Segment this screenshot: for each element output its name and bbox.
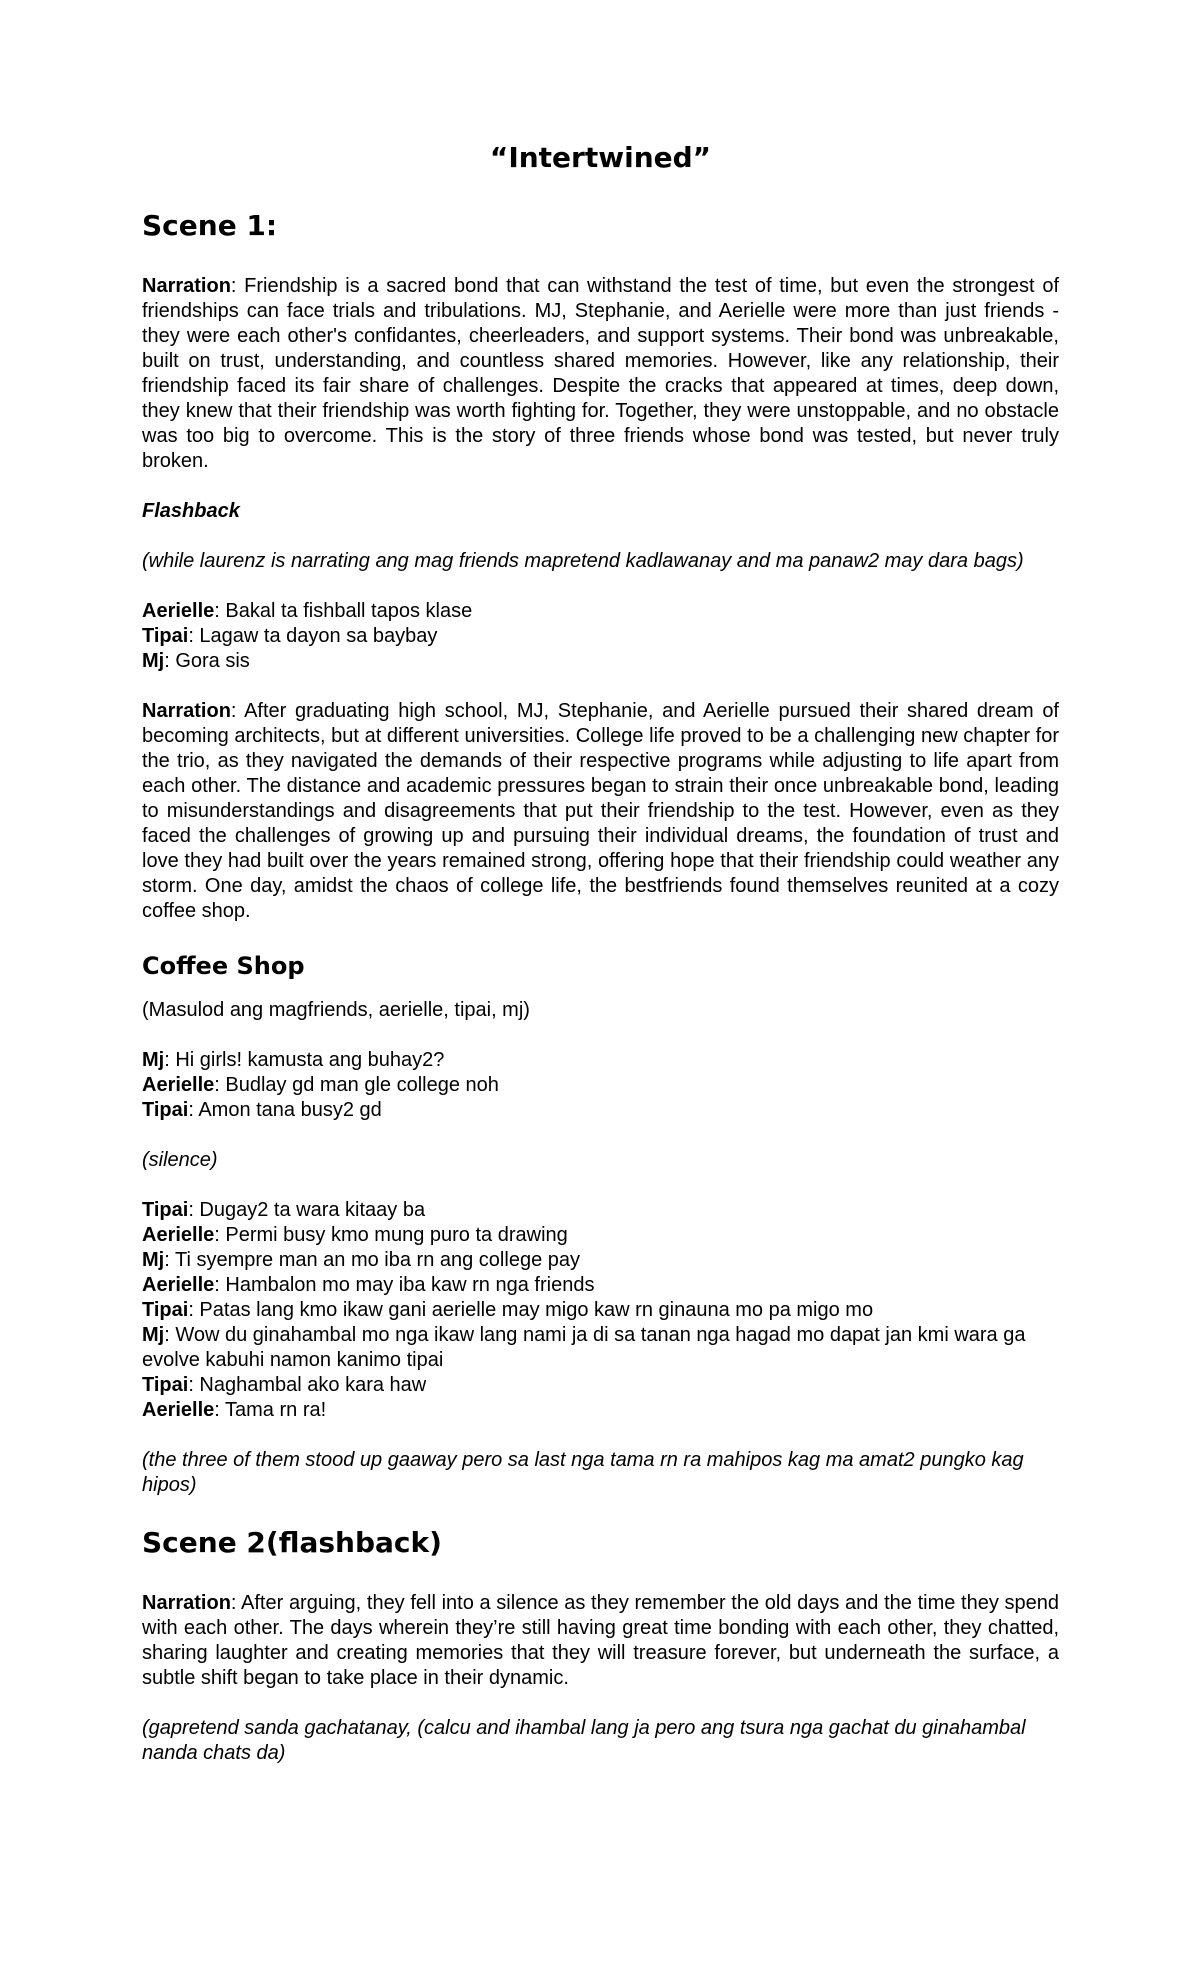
speaker-label: Aerielle [142,600,215,622]
scene-1-dialogue-1 [142,599,1059,674]
dialogue-line [142,1048,1059,1073]
dialogue-line [142,649,1059,674]
speaker-label: Narration [142,275,231,297]
coffee-shop-dialogue-2 [142,1198,1059,1423]
dialogue-text: : Dugay2 ta wara kitaay ba [188,1199,426,1221]
narration-text: : After graduating high school, MJ, Stephanie, and Aerielle pursued their shared dream of becoming architects, but at different universities. College life proved to be a challenging new chapter for the trio, as they navigated the demands of their respective programs while adjusting to life apart from each other. The distance and academic pressures began to strain their once unbreakable bond, leading to misunderstandings and disagreements that put their friendship to the test. However, even as they faced the challenges of growing up and pursuing their individual dreams, the foundation of trust and love they had built over the years remained strong, offering hope that their friendship could weather any storm. One day, amidst the chaos of college life, the bestfriends found themselves reunited at a cozy coffee shop. [142,700,1059,922]
dialogue-text: : Wow du ginahambal mo nga ikaw lang nami ja di sa tanan nga hagad mo dapat jan kmi wara ga evolve kabuhi namon kanimo tipai [142,1324,1026,1371]
coffee-shop-stage-direction-1: (Masulod ang magfriends, aerielle, tipai, mj) [142,999,530,1021]
speaker-label: Mj [142,1249,165,1271]
dialogue-line [142,1223,1059,1248]
speaker-label: Tipai [142,1199,189,1221]
scene-1-narration-1 [142,274,1059,474]
narration-text: : After arguing, they fell into a silence as they remember the old days and the time they spend with each other. The days wherein they’re still having great time bonding with each other, they chatted, sharing laughter and creating memories that they will treasure forever, but underneath the surface, a subtle shift began to take place in their dynamic. [142,1592,1059,1689]
speaker-label: Aerielle [142,1274,215,1296]
coffee-shop-heading: Coffee Shop [142,952,305,980]
flashback-label: Flashback [142,500,240,522]
speaker-label: Mj [142,1324,165,1346]
dialogue-line [142,1198,1059,1223]
speaker-label: Tipai [142,625,189,647]
speaker-label: Mj [142,1049,165,1071]
dialogue-line [142,599,1059,624]
dialogue-text: : Bakal ta fishball tapos klase [214,600,473,622]
dialogue-line [142,1298,1059,1323]
dialogue-text: : Permi busy kmo mung puro ta drawing [214,1224,568,1246]
speaker-label: Narration [142,1592,231,1614]
speaker-label: Aerielle [142,1074,215,1096]
dialogue-text: : Tama rn ra! [214,1399,327,1421]
coffee-shop-stage-direction-2: (silence) [142,1149,218,1171]
dialogue-line [142,624,1059,649]
speaker-label: Aerielle [142,1399,215,1421]
scene-2-heading: Scene 2(flashback) [142,1526,442,1559]
dialogue-line [142,1098,1059,1123]
document-title: “Intertwined” [489,141,712,174]
scene-2-stage-direction: (gapretend sanda gachatanay, (calcu and ihambal lang ja pero ang tsura nga gachat du ginahambal nanda chats da) [142,1717,1026,1764]
speaker-label: Tipai [142,1099,189,1121]
speaker-label: Mj [142,650,165,672]
dialogue-text: : Budlay gd man gle college noh [214,1074,499,1096]
speaker-label: Tipai [142,1374,189,1396]
dialogue-text: : Ti syempre man an mo iba rn ang college pay [164,1249,580,1271]
dialogue-text: : Lagaw ta dayon sa baybay [188,625,438,647]
coffee-shop-dialogue-1 [142,1048,1059,1123]
dialogue-text: : Patas lang kmo ikaw gani aerielle may migo kaw rn ginauna mo pa migo mo [188,1299,874,1321]
dialogue-text: : Hi girls! kamusta ang buhay2? [164,1049,445,1071]
scene-1-heading: Scene 1: [142,209,278,242]
document-page [142,138,1059,1791]
dialogue-line [142,1073,1059,1098]
dialogue-text: : Gora sis [164,650,250,672]
dialogue-text: : Amon tana busy2 gd [188,1099,382,1121]
dialogue-line [142,1398,1059,1423]
coffee-shop-stage-direction-3: (the three of them stood up gaaway pero sa last nga tama rn ra mahipos kag ma amat2 pungko kag hipos) [142,1449,1024,1496]
dialogue-line [142,1248,1059,1273]
scene-1-narration-2 [142,699,1059,924]
speaker-label: Tipai [142,1299,189,1321]
dialogue-text: : Hambalon mo may iba kaw rn nga friends [214,1274,595,1296]
speaker-label: Narration [142,700,231,722]
scene-2-narration [142,1591,1059,1691]
narration-text: : Friendship is a sacred bond that can withstand the test of time, but even the strongest of friendships can face trials and tribulations. MJ, Stephanie, and Aerielle were more than just friends - they were each other's confidantes, cheerleaders, and support systems. Their bond was unbreakable, built on trust, understanding, and countless shared memories. However, like any relationship, their friendship faced its fair share of challenges. Despite the cracks that appeared at times, deep down, they knew that their friendship was worth fighting for. Together, they were unstoppable, and no obstacle was too big to overcome. This is the story of three friends whose bond was tested, but never truly broken. [142,275,1059,472]
dialogue-line [142,1273,1059,1298]
flashback-stage-direction: (while laurenz is narrating ang mag friends mapretend kadlawanay and ma panaw2 may dara bags) [142,550,1024,572]
dialogue-line [142,1373,1059,1398]
dialogue-text: : Naghambal ako kara haw [188,1374,427,1396]
dialogue-line [142,1323,1059,1373]
speaker-label: Aerielle [142,1224,215,1246]
